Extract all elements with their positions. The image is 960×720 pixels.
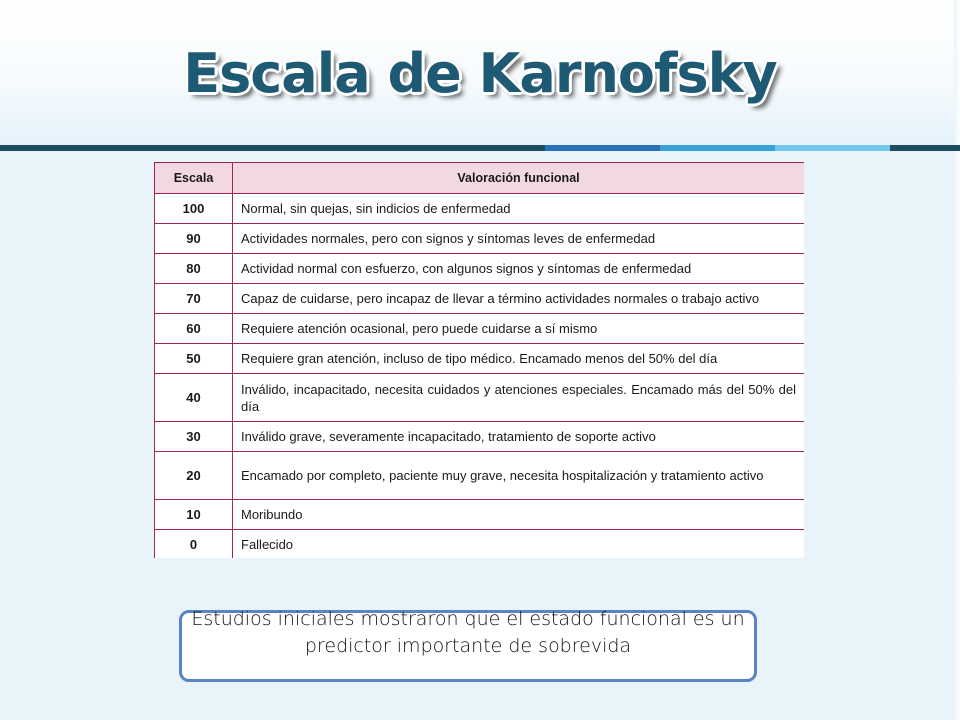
table-row	[155, 224, 805, 254]
score-cell: 80	[155, 254, 233, 284]
score-cell: 10	[155, 500, 233, 530]
stripe-segment-dark-end	[890, 145, 960, 151]
description-cell: Fallecido	[233, 530, 805, 559]
description-cell: Capaz de cuidarse, pero incapaz de llevar a término actividades normales o trabajo activo	[233, 284, 805, 314]
description-cell: Inválido grave, severamente incapacitado, tratamiento de soporte activo	[233, 422, 805, 452]
description-cell: Moribundo	[233, 500, 805, 530]
table-row	[155, 344, 805, 374]
description-cell: Actividad normal con esfuerzo, con algunos signos y síntomas de enfermedad	[233, 254, 805, 284]
slide-right-edge	[954, 0, 960, 720]
header-valoracion-funcional: Valoración funcional	[233, 163, 805, 194]
table-header-row	[155, 163, 805, 194]
score-cell: 20	[155, 452, 233, 500]
description-cell: Normal, sin quejas, sin indicios de enfermedad	[233, 194, 805, 224]
stripe-segment-light	[775, 145, 890, 151]
score-cell: 60	[155, 314, 233, 344]
table-row	[155, 422, 805, 452]
description-cell: Actividades normales, pero con signos y síntomas leves de enfermedad	[233, 224, 805, 254]
score-cell: 50	[155, 344, 233, 374]
score-cell: 70	[155, 284, 233, 314]
header-escala: Escala	[155, 163, 233, 194]
description-cell: Inválido, incapacitado, necesita cuidados y atenciones especiales. Encamado más del 50% del día	[233, 374, 805, 422]
score-cell: 0	[155, 530, 233, 559]
slide-title: Escala de Karnofsky	[183, 42, 777, 105]
description-cell: Encamado por completo, paciente muy grave, necesita hospitalización y tratamiento activo	[233, 452, 805, 500]
score-cell: 40	[155, 374, 233, 422]
table-row	[155, 500, 805, 530]
description-cell: Requiere atención ocasional, pero puede cuidarse a sí mismo	[233, 314, 805, 344]
score-cell: 90	[155, 224, 233, 254]
table-row	[155, 314, 805, 344]
table-row	[155, 530, 805, 559]
stripe-segment-dark	[0, 145, 545, 151]
karnofsky-table-container	[154, 162, 804, 558]
karnofsky-table	[154, 162, 804, 558]
table-row	[155, 374, 805, 422]
description-cell: Requiere gran atención, incluso de tipo médico. Encamado menos del 50% del día	[233, 344, 805, 374]
score-cell: 100	[155, 194, 233, 224]
table-row	[155, 284, 805, 314]
score-cell: 30	[155, 422, 233, 452]
table-row	[155, 452, 805, 500]
callout-text: Estudios iniciales mostraron que el estado funcional es un predictor importante de sobrevida	[191, 608, 745, 657]
stripe-segment-blue	[545, 145, 660, 151]
table-row	[155, 194, 805, 224]
stripe-segment-sky	[660, 145, 775, 151]
table-row	[155, 254, 805, 284]
